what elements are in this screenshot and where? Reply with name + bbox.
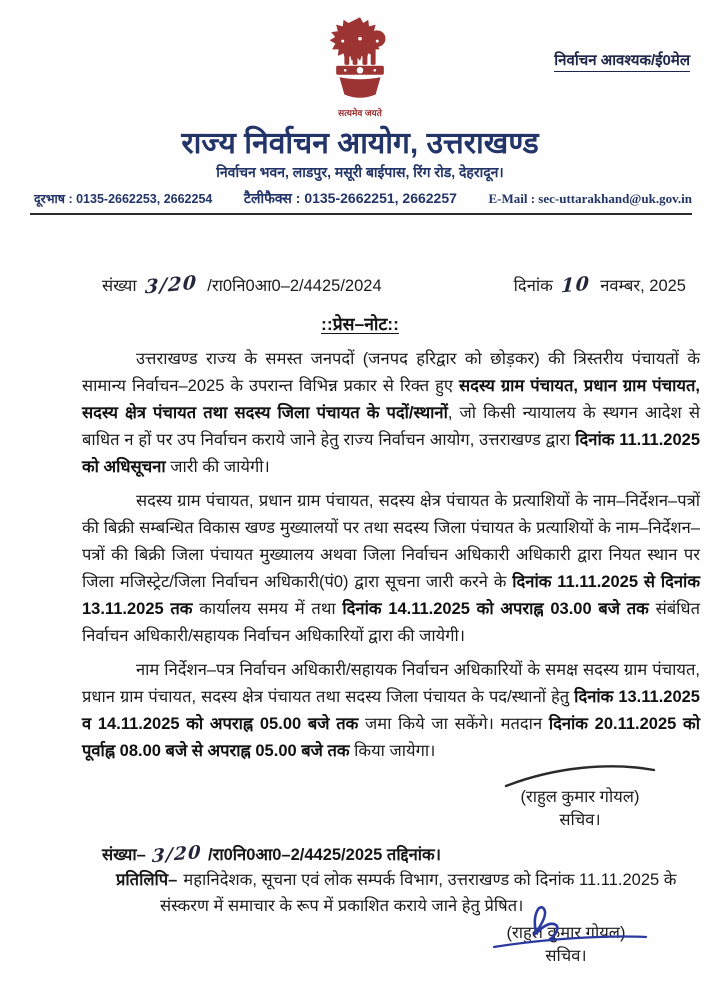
p1-text: जारी की जायेगी। [165,458,270,476]
signatory-name: (राहुल कुमार गोयल) [506,924,626,942]
p3-text: जमा किये जा सकेंगे। मतदान [358,715,549,733]
p2-text: कार्यालय समय में तथा [192,600,343,618]
letter-date-label: दिनांक [513,277,553,295]
reference-row [102,271,686,299]
handwritten-date: 10 [560,272,591,298]
letter-number-rest: /रा0नि0आ0–2/4425/2024 [207,277,382,295]
signature-block-2 [456,921,676,968]
organization-address: निर्वाचन भवन, लाडपुर, मसूरी बाईपास, रिंग रोड, देहरादून। [216,164,504,180]
letter-date-rest: नवम्बर, 2025 [600,277,686,295]
p3-bold-filing-dates: दिनांक 13.11.2025 व 14.11.2025 को अपराह्न 05.00 बजे तक [82,688,700,733]
footer-reference [102,841,700,868]
signatory-designation: सचिव। [559,811,601,829]
p2-bold-sale-dates: दिनांक 11.11.2025 से दिनांक 13.11.2025 तक [82,573,700,618]
paragraph-3 [82,657,700,765]
p2-bold-deadline: दिनांक 14.11.2025 को अपराह्न 03.00 बजे तक [342,600,649,618]
p2-text: सदस्य ग्राम पंचायत, प्रधान ग्राम पंचायत, सदस्य क्षेत्र पंचायत के प्रत्याशियों के नाम–निर्देशन–पत्रों की बिक्री सम्बन्धित विकास खण्ड मुख्यालयों पर तथा सदस्य जिला पंचायत के प्रत्याशियों के नाम–निर्देशन–पत्रों की बिक्री जिला पंचायत मुख्यालय अथवा जिला निर्वाचन अधिकारी अधिकारी द्वारा नियत स्थान पर जिला मजिस्ट्रेट/जिला निर्वाचन अधिकारी(पं0) द्वारा सूचना जारी करने के [82,492,700,591]
p1-text: , जो किसी न्यायालय के स्थगन आदेश से बाधित न हों पर उप निर्वाचन कराये जाने हेतु राज्य निर्वाचन आयोग, उत्तराखण्ड द्वारा [82,404,700,449]
election-urgent-label: निर्वाचन आवश्यक/ई0मेल [554,50,690,72]
paragraph-1 [82,346,700,481]
signatory-designation: सचिव। [545,947,587,965]
letterhead [0,0,720,215]
letter-number [102,271,382,299]
p2-text: संबंधित निर्वाचन अधिकारी/सहायक निर्वाचन अधिकारियों द्वारा की जायेगी। [82,600,700,645]
email-address: E-Mail : sec-uttarakhand@uk.gov.in [488,191,692,206]
letter-date [514,273,686,296]
p3-text: नाम निर्देशन–पत्र निर्वाचन अधिकारी/सहायक निर्वाचन अधिकारियों के समक्ष सदस्य ग्राम पंचायत, प्रधान ग्राम पंचायत, सदस्य क्षेत्र पंचायत तथा सदस्य जिला पंचायत के पद/स्थानों हेतु [82,661,700,706]
signatory-name: (राहुल कुमार गोयल) [520,788,640,806]
document-body [82,346,700,765]
signature-block-1 [470,761,690,832]
ashoka-emblem-icon [323,14,397,118]
p1-bold-notification-date: दिनांक 11.11.2025 को अधिसूचना [82,431,700,476]
emblem-motto: सत्यमेव जयते [338,108,382,118]
handwritten-letter-number: 3/20 [144,271,198,299]
p3-text: किया जायेगा। [349,742,436,760]
fax-numbers: टैलीफैक्स : 0135-2662251, 2662257 [243,190,457,206]
press-note-heading: ::प्रेस–नोट:: [321,314,399,334]
p1-text: उत्तराखण्ड राज्य के समस्त जनपदों (जनपद हरिद्वार को छोड़कर) की त्रिस्तरीय पंचायतों के सामान्य निर्वाचन–2025 के उपरान्त विभिन्न प्रकार से रिक्त हुए [82,350,700,395]
copy-to-text: महानिदेशक, सूचना एवं लोक सम्पर्क विभाग, उत्तराखण्ड को दिनांक 11.11.2025 के संस्करण में समाचार के रूप में प्रकाशित कराये जाने हेतु प्रेषित। [160,871,677,915]
copy-to-label: प्रतिलिपि– [116,871,178,889]
footer-ref-rest: /रा0नि0आ0–2/4425/2025 तद्दिनांक। [207,846,441,864]
footer-ref-label: संख्या– [102,846,146,864]
copy-to-block [116,867,696,919]
contact-row [34,189,692,208]
p1-bold-posts: सदस्य ग्राम पंचायत, प्रधान ग्राम पंचायत, सदस्य क्षेत्र पंचायत तथा सदस्य जिला पंचायत के पदों/स्थानों [82,377,700,422]
organization-title: राज्य निर्वाचन आयोग, उत्तराखण्ड [181,127,539,160]
p3-bold-polling-date: दिनांक 20.11.2025 को पूर्वाह्न 08.00 बजे से अपराह्न 05.00 बजे तक [82,715,700,760]
letter-number-label: संख्या [102,277,137,295]
header-divider [30,213,692,215]
phone-numbers: दूरभाष : 0135-2662253, 2662254 [34,192,213,206]
handwritten-footer-number: 3/20 [151,841,203,868]
paragraph-2 [82,488,700,650]
